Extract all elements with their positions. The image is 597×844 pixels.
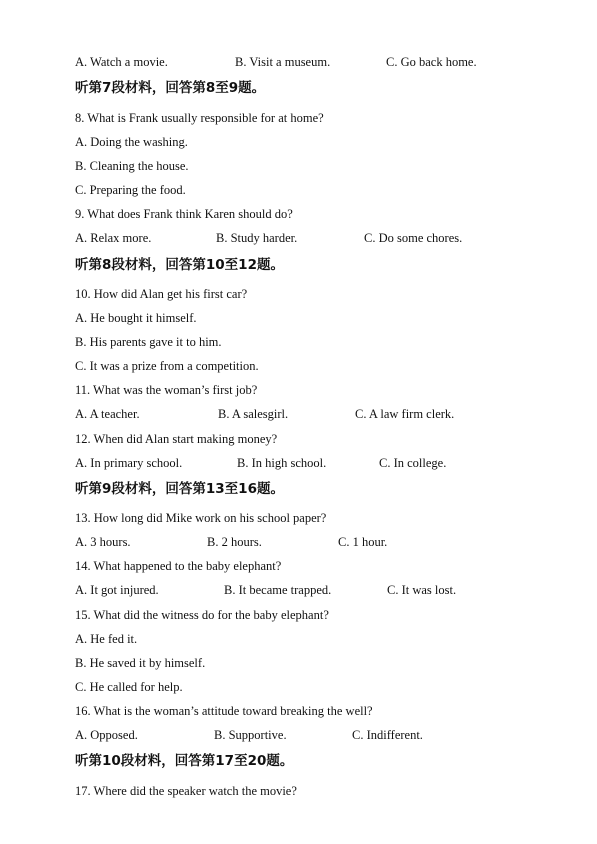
- question-line: 15. What did the witness do for the baby elephant?: [75, 608, 329, 622]
- answer-option: A. A teacher.: [75, 407, 140, 421]
- answer-option: B. Study harder.: [216, 231, 298, 245]
- question-line: 11. What was the woman’s first job?: [75, 383, 258, 397]
- question-line: 9. What does Frank think Karen should do?: [75, 207, 293, 221]
- answer-option: B. Visit a museum.: [235, 55, 331, 69]
- question-line: C. He called for help.: [75, 680, 183, 694]
- answer-option: C. In college.: [379, 456, 447, 470]
- question-line: 10. How did Alan get his first car?: [75, 287, 248, 301]
- section-heading: 听第10段材料，回答第17至20题。: [75, 753, 294, 769]
- question-line: C. It was a prize from a competition.: [75, 359, 259, 373]
- question-line: 16. What is the woman’s attitude toward breaking the well?: [75, 704, 373, 718]
- question-line: 14. What happened to the baby elephant?: [75, 559, 282, 573]
- answer-option: C. Indifferent.: [352, 728, 423, 742]
- answer-option: A. Opposed.: [75, 728, 138, 742]
- answer-option: A. Watch a movie.: [75, 55, 168, 69]
- section-heading: 听第7段材料，回答第8至9题。: [75, 80, 266, 96]
- question-line: B. Cleaning the house.: [75, 159, 189, 173]
- question-line: A. He bought it himself.: [75, 311, 197, 325]
- question-line: 17. Where did the speaker watch the movie?: [75, 784, 297, 798]
- answer-option: A. 3 hours.: [75, 535, 131, 549]
- answer-option: A. In primary school.: [75, 456, 183, 470]
- question-line: 12. When did Alan start making money?: [75, 432, 278, 446]
- question-line: 8. What is Frank usually responsible for at home?: [75, 111, 324, 125]
- question-line: 13. How long did Mike work on his school paper?: [75, 511, 327, 525]
- answer-option: C. 1 hour.: [338, 535, 388, 549]
- question-line: A. Doing the washing.: [75, 135, 188, 149]
- answer-option: B. It became trapped.: [224, 583, 332, 597]
- question-line: B. He saved it by himself.: [75, 656, 206, 670]
- answer-option: B. In high school.: [237, 456, 327, 470]
- answer-option: A. It got injured.: [75, 583, 159, 597]
- answer-option: C. A law firm clerk.: [355, 407, 455, 421]
- section-heading: 听第9段材料，回答第13至16题。: [75, 481, 284, 497]
- section-heading: 听第8段材料，回答第10至12题。: [75, 257, 284, 273]
- answer-option: B. A salesgirl.: [218, 407, 289, 421]
- answer-option: B. 2 hours.: [207, 535, 262, 549]
- question-line: B. His parents gave it to him.: [75, 335, 222, 349]
- answer-option: C. Go back home.: [386, 55, 477, 69]
- answer-option: B. Supportive.: [214, 728, 287, 742]
- answer-option: A. Relax more.: [75, 231, 152, 245]
- answer-option: C. Do some chores.: [364, 231, 463, 245]
- question-line: A. He fed it.: [75, 632, 138, 646]
- question-line: C. Preparing the food.: [75, 183, 186, 197]
- answer-option: C. It was lost.: [387, 583, 457, 597]
